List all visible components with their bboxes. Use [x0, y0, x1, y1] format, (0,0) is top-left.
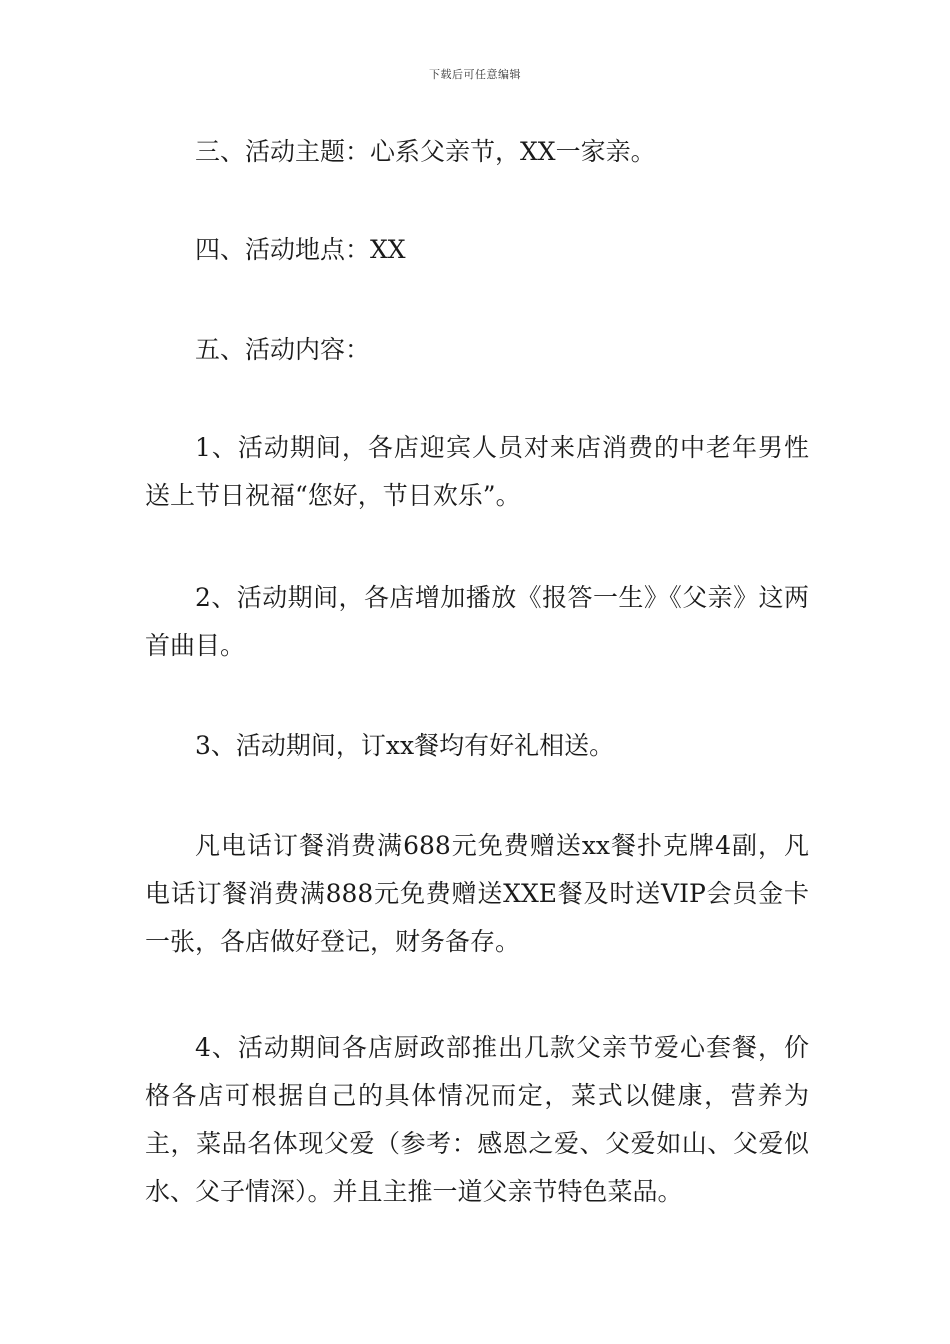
paragraph-item-3: 3、活动期间，订xx餐均有好礼相送。 — [195, 731, 615, 760]
paragraph-activity-theme: 三、活动主题：心系父亲节，XX一家亲。 — [195, 137, 656, 166]
header-note: 下载后可任意编辑 — [429, 68, 521, 81]
paragraph-item-2: 2、活动期间，各店增加播放《报答一生》《父亲》这两首曲目。 — [145, 583, 809, 660]
paragraph-item-1: 1、活动期间，各店迎宾人员对来店消费的中老年男性送上节日祝福“您好，节日欢乐”。 — [145, 433, 809, 510]
paragraph-activity-location: 四、活动地点：XX — [195, 235, 406, 264]
paragraph-activity-content-heading: 五、活动内容： — [195, 335, 371, 364]
paragraph-item-4: 4、活动期间各店厨政部推出几款父亲节爱心套餐，价格各店可根据自己的具体情况而定，菜式以健康，营养为主，菜品名体现父爱（参考：感恩之爱、父爱如山、父爱似水、父子情深）。并且主推一道父亲节特色菜品。 — [145, 1033, 809, 1206]
paragraph-gift-details: 凡电话订餐消费满688元免费赠送xx餐扑克牌4副，凡电话订餐消费满888元免费赠送XXE餐及时送VIP会员金卡一张，各店做好登记，财务备存。 — [145, 831, 809, 956]
